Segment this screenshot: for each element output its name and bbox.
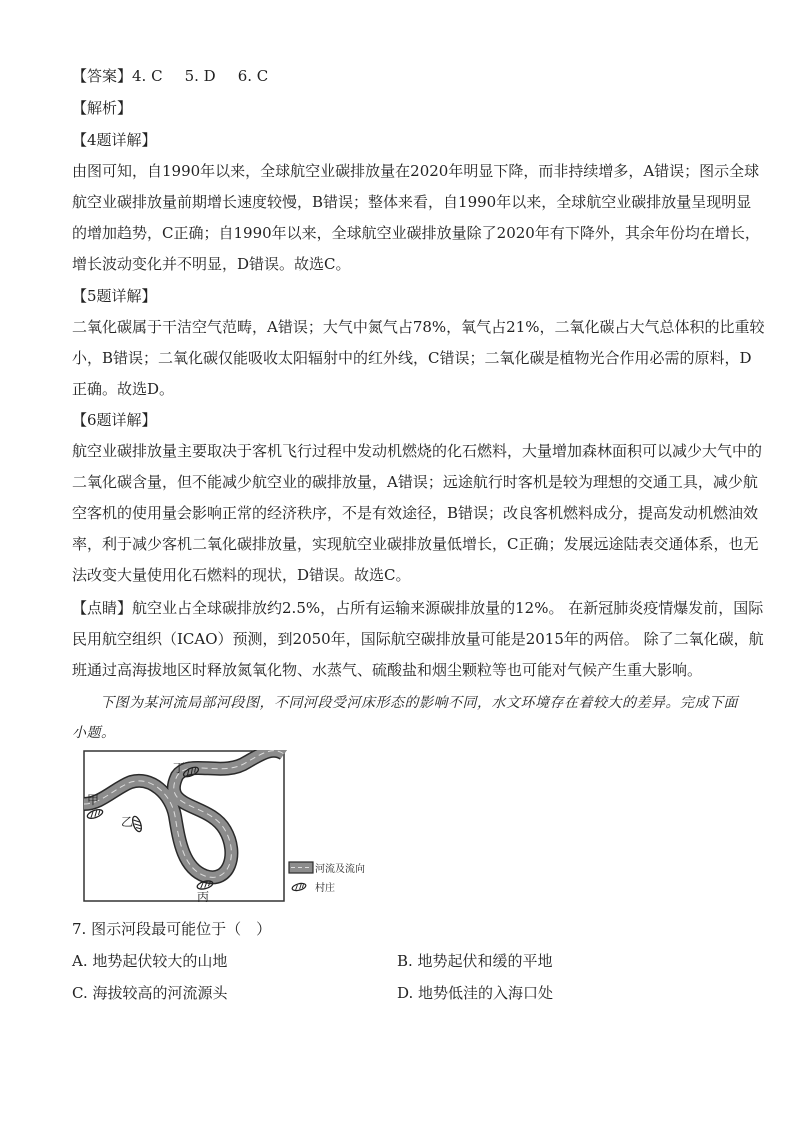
intro-line: 小题。 bbox=[72, 725, 116, 741]
q7-option-d[interactable]: D. 地势低洼的入海口处 bbox=[397, 984, 554, 1002]
label-bing: 丙 bbox=[197, 890, 210, 902]
q6-text-line: 法改变大量使用化石燃料的现状，D错误。故选C。 bbox=[72, 566, 411, 584]
label-ding: 丁 bbox=[173, 761, 186, 775]
answer-line bbox=[72, 66, 268, 86]
q4-text-line: 航空业碳排放量前期增长速度较慢，B错误；整体来看，自1990年以来，全球航空业碳排放量呈现明显 bbox=[72, 193, 752, 211]
legend-river-label: 河流及流向 bbox=[315, 864, 365, 875]
q6-text-line: 航空业碳排放量主要取决于客机飞行过程中发动机燃烧的化石燃料，大量增加森林面积可以减少大气中的 bbox=[72, 442, 763, 460]
q6-title: 【6题详解】 bbox=[72, 411, 157, 429]
highlight-line: 民用航空组织（ICAO）预测，到2050年，国际航空碳排放量可能是2015年的两倍。 除了二氧化碳，航 bbox=[72, 630, 764, 648]
q6-text-line: 率，利于减少客机二氧化碳排放量，实现航空业碳排放量低增长，C正确；发展远途陆表交通体系，也无 bbox=[72, 535, 759, 553]
q7-option-c[interactable]: C. 海拔较高的河流源头 bbox=[72, 984, 228, 1002]
intro-line: 下图为某河流局部河段图，不同河段受河床形态的影响不同，水文环境存在着较大的差异。完成下面 bbox=[100, 695, 738, 711]
q4-text-line: 的增加趋势，C正确；自1990年以来，全球航空业碳排放量除了2020年有下降外，其余年份均在增长， bbox=[72, 224, 760, 242]
highlight-line: 【点睛】航空业占全球碳排放约2.5%，占所有运输来源碳排放量的12%。 在新冠肺炎疫情爆发前，国际 bbox=[72, 599, 764, 617]
q5-text-line: 正确。故选D。 bbox=[72, 380, 175, 398]
q4-title: 【4题详解】 bbox=[72, 131, 157, 149]
river-map bbox=[83, 750, 383, 902]
q6-text-line: 二氧化碳含量，但不能减少航空业的碳排放量，A错误；远途航行时客机是较为理想的交通工具，减少航 bbox=[72, 473, 758, 491]
label-jia: 甲 bbox=[87, 793, 100, 807]
village-icon bbox=[291, 882, 306, 892]
highlight-line: 班通过高海拔地区时释放氮氧化物、水蒸气、硫酸盐和烟尘颗粒等也可能对气候产生重大影响。 bbox=[72, 661, 703, 679]
legend-river bbox=[289, 862, 365, 875]
q5-text-line: 二氧化碳属于干洁空气范畴，A错误；大气中氮气占78%，氧气占21%，二氧化碳占大气总体积的比重较 bbox=[72, 318, 765, 336]
answer-item: 4. C bbox=[132, 67, 163, 85]
answer-tag: 【答案】 bbox=[72, 67, 133, 85]
label-yi: 乙 bbox=[121, 815, 134, 829]
answer-item: 5. D bbox=[184, 67, 216, 85]
q4-text-line: 由图可知，自1990年以来，全球航空业碳排放量在2020年明显下降，而非持续增多，A错误；图示全球 bbox=[72, 162, 760, 180]
legend-village bbox=[291, 881, 335, 894]
q7-stem: 7. 图示河段最可能位于（ ） bbox=[72, 920, 272, 938]
q5-title: 【5题详解】 bbox=[72, 287, 157, 305]
analysis-title: 【解析】 bbox=[72, 99, 133, 117]
q5-text-line: 小，B错误；二氧化碳仅能吸收太阳辐射中的红外线，C错误；二氧化碳是植物光合作用必需的原料，D bbox=[72, 349, 752, 367]
q7-option-b[interactable]: B. 地势起伏和缓的平地 bbox=[397, 952, 553, 970]
legend-village-label: 村庄 bbox=[315, 883, 335, 894]
q7-option-a[interactable]: A. 地势起伏较大的山地 bbox=[72, 952, 228, 970]
answer-item: 6. C bbox=[237, 67, 269, 85]
q6-text-line: 空客机的使用量会影响正常的经济秩序，不是有效途径，B错误；改良客机燃料成分，提高发动机燃油效 bbox=[72, 504, 759, 522]
q4-text-line: 增长波动变化并不明显，D错误。故选C。 bbox=[72, 255, 351, 273]
